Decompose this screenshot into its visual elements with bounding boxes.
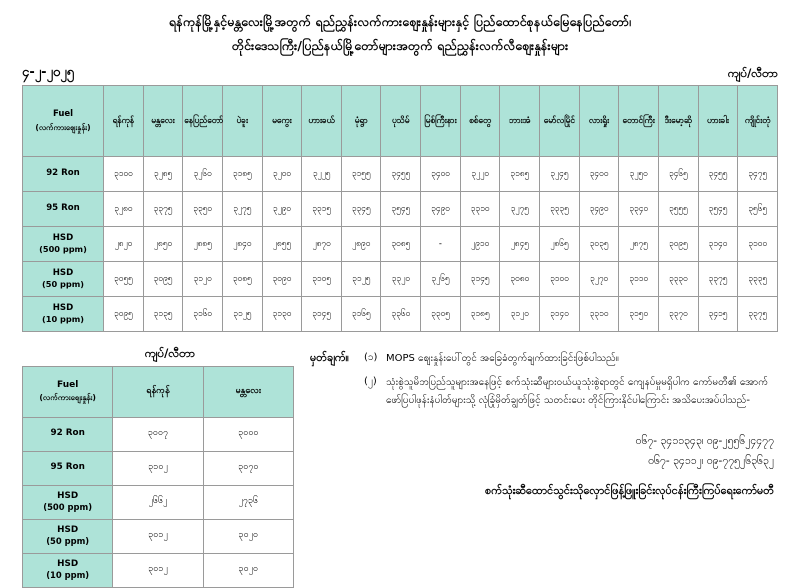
header-line-2: တိုင်းဒေသကြီး/ပြည်နယ်မြို့တော်များအတွက် ရည်ညွှန်းလက်လီဈေးနှုန်းများ: [231, 37, 569, 53]
table-row: [23, 451, 294, 485]
price-cell: ၃၁၄၀: [540, 296, 580, 331]
price-cell: ၂၈၆၅: [540, 226, 580, 261]
price-cell: ၃၂၇၀: [579, 261, 619, 296]
column-header-city: မန္တလေး: [203, 366, 293, 417]
column-header-city: ဘားအံ: [500, 85, 540, 156]
row-label-text: 95 Ron: [46, 203, 80, 214]
retail-price-table: [22, 366, 294, 588]
column-header-city: မြစ်ကြီးနား: [421, 85, 461, 156]
row-label-subtext: (10 ppm): [46, 570, 90, 581]
price-cell: ၃၃၃၅: [540, 191, 580, 226]
price-cell: ၃၀၇၀: [203, 451, 293, 485]
price-cell: ၃၀၉၅: [658, 226, 698, 261]
price-cell: ၃၃၂၀: [381, 261, 421, 296]
wholesale-price-table: [22, 85, 778, 332]
price-cell: ၃၁၀၀: [540, 261, 580, 296]
table-row: [23, 519, 294, 553]
row-label-fuel: [23, 156, 104, 191]
price-cell: ၃၂၇၅: [500, 191, 540, 226]
row-label-subtext: (50 ppm): [42, 278, 84, 289]
price-cell: ၃၂၈၀: [104, 191, 144, 226]
price-cell: ၃၁၂၀: [500, 296, 540, 331]
price-cell: -: [421, 226, 461, 261]
column-header-fuel: [23, 85, 104, 156]
price-cell: ၃၀၅၅: [104, 261, 144, 296]
row-label-text: 92 Ron: [46, 168, 80, 179]
row-label-fuel: [23, 485, 113, 519]
header-line-1: ရန်ကုန်မြို့နှင့်မန္တလေးမြို့အတွက် ရည်ညွှန်းလက်ကားဈေးနှုန်းများနှင့် ပြည်ထောင်စုနယ်မြေနေပြည်တော်၊: [168, 14, 632, 29]
price-cell: ၃၁၁၀: [619, 261, 659, 296]
price-cell: ၃၀၉၅: [143, 261, 183, 296]
row-label-subtext: (50 ppm): [46, 536, 90, 547]
price-cell: ၂၇၃၆: [203, 485, 293, 519]
note-item: [364, 374, 778, 409]
contact-phone-list: [310, 432, 778, 472]
column-header-city: မုံရွာ: [341, 85, 381, 156]
price-cell: ၃၁၄၀: [698, 226, 738, 261]
price-cell: ၂၉၁၀: [460, 226, 500, 261]
column-header-city: ရန်ကုန်: [104, 85, 144, 156]
column-header-city: ကျိုင်းတုံ: [738, 85, 778, 156]
price-cell: ၃၁၈၅: [222, 156, 262, 191]
price-cell: ၃၂၂၅: [302, 156, 342, 191]
column-header-city: ပဲခူး: [222, 85, 262, 156]
column-header-city: ရန်ကုန်: [113, 366, 203, 417]
notes-block: [310, 350, 778, 417]
column-header-city: ဒီးမော့ဆို: [658, 85, 698, 156]
price-cell: ၃၃၃၀: [658, 261, 698, 296]
price-cell: ၂၈၅၀: [143, 226, 183, 261]
price-cell: ၂၈၅၅: [262, 226, 302, 261]
unit-label-small: ကျပ်/လီတာ: [144, 345, 196, 360]
price-cell: ၃၃၄၅: [341, 191, 381, 226]
column-header-city: ဟားခယ်: [302, 85, 342, 156]
column-header-city: မော်လမြိုင်: [540, 85, 580, 156]
price-cell: ၃၁၀၀: [738, 226, 778, 261]
price-cell: ၃၀၂၀: [203, 553, 293, 587]
column-header-city: စစ်တွေ: [460, 85, 500, 156]
price-cell: ၃၂၇၅: [222, 191, 262, 226]
price-cell: ၃၃၃၅: [738, 261, 778, 296]
price-cell: ၃၄၁၅: [698, 296, 738, 331]
table-row: [23, 553, 294, 587]
price-cell: ၃၂၈၅: [143, 156, 183, 191]
price-cell: ၃၁၃၀: [262, 296, 302, 331]
row-label-subtext: (500 ppm): [43, 502, 93, 513]
row-label-text: HSD: [52, 268, 74, 278]
price-cell: ၃၁၅၅: [341, 156, 381, 191]
row-label-fuel: [23, 451, 113, 485]
row-label-text: HSD: [57, 524, 79, 535]
contact-phone-line: ၀၆၇- ၃၄၁၁၂၊ ၀၉-၇၇၅၂၆၃၆၃၂: [648, 454, 774, 467]
column-header-city: တောင်ကြီး: [619, 85, 659, 156]
price-cell: ၃၀၁၂: [113, 519, 203, 553]
table-row: [23, 417, 294, 451]
fuel-header-subtitle: (လက်ကားဈေးနှုန်း): [39, 393, 96, 403]
price-cell: ၃၄၉၀: [579, 191, 619, 226]
column-header-city: လားရှိုး: [579, 85, 619, 156]
price-cell: ၃၅၆၅: [738, 191, 778, 226]
price-cell: ၂၈၄၅: [500, 226, 540, 261]
price-cell: ၃၃၁၅: [302, 191, 342, 226]
table-row: [23, 156, 778, 191]
price-cell: ၃၀၀၀: [203, 417, 293, 451]
price-cell: ၃၁၄၅: [302, 296, 342, 331]
price-cell: ၃၀၃၅: [579, 226, 619, 261]
main-table-head: [23, 85, 778, 156]
price-cell: ၃၄၅၅: [698, 156, 738, 191]
price-cell: ၃၃၇၅: [738, 296, 778, 331]
column-header-city: ဟားခါး: [698, 85, 738, 156]
price-cell: ၃၀၈၀: [500, 261, 540, 296]
price-cell: ၃၁၃၅: [143, 296, 183, 331]
price-cell: ၃၀၀၇: [113, 417, 203, 451]
price-cell: ၃၁၆၀: [183, 296, 223, 331]
price-cell: ၃၁၅၀: [619, 296, 659, 331]
price-cell: ၃၂၆၀: [183, 156, 223, 191]
column-header-city: နေပြည်တော်: [183, 85, 223, 156]
contact-phone-line: ၀၆၇- ၃၄၁၁၃၄၃၊ ၀၉-၂၅၅၆၂၄၄၇၇: [635, 435, 774, 447]
row-label-subtext: (10 ppm): [42, 313, 84, 324]
table-header-row: [23, 85, 778, 156]
price-cell: ၃၁၀၂: [113, 451, 203, 485]
row-label-text: HSD: [57, 490, 79, 501]
price-cell: ၂၈၉၀: [341, 226, 381, 261]
unit-label-main: ကျပ်/လီတာ: [727, 65, 778, 80]
lower-section: [0, 332, 800, 588]
price-cell: ၃၃၆၀: [381, 296, 421, 331]
main-table-wrapper: [0, 85, 800, 332]
row-label-text: HSD: [52, 303, 74, 313]
price-cell: ၃၅၅၅: [658, 191, 698, 226]
date-unit-row: [0, 58, 800, 85]
price-cell: ၃၃၇၅: [698, 261, 738, 296]
small-table-body: [23, 417, 294, 587]
column-header-fuel: [23, 366, 113, 417]
row-label-fuel: [23, 191, 104, 226]
row-label-fuel: [23, 519, 113, 553]
row-label-text: HSD: [52, 233, 74, 243]
note-text: သုံးစွဲသူမိဘပြည်သူများအနေဖြင့် စက်သုံးဆီများဝယ်ယူသုံးစွဲရာတွင် ကျေနပ်မှုမရှိပါက ကော်မတီ၏ အောက်ဖော်ပြပါဖုန်းနံပါတ်များသို့ လုံခြုံမှိတ်ချွတ်ဖြင့် သတင်းပေး တိုင်ကြားနိုင်ပါကြောင်း အသိပေးအပ်ပါသည်-: [386, 377, 769, 406]
table-row: [23, 296, 778, 331]
table-row: [23, 485, 294, 519]
row-label-fuel: [23, 296, 104, 331]
price-cell: ၃၄၇၅: [738, 156, 778, 191]
price-cell: ၃၂၄၅: [540, 156, 580, 191]
price-cell: ၂၈၈၅: [183, 226, 223, 261]
row-label-fuel: [23, 226, 104, 261]
price-cell: ၃၁၂၀: [183, 261, 223, 296]
price-cell: ၃၀၈၅: [222, 261, 262, 296]
table-row: [23, 226, 778, 261]
row-label-subtext: (500 ppm): [39, 243, 87, 254]
fuel-header-title: Fuel: [57, 379, 79, 390]
column-header-city: မကွေး: [262, 85, 302, 156]
price-cell: ၃၃၇၅: [143, 191, 183, 226]
retail-table-section: [22, 346, 294, 588]
price-cell: ၂၈၇၀: [302, 226, 342, 261]
fuel-header-title: Fuel: [52, 108, 74, 119]
price-cell: ၂၈၇၅: [619, 226, 659, 261]
small-table-head: [23, 366, 294, 417]
price-cell: ၃၁၂၅: [341, 261, 381, 296]
price-cell: ၃၂၂၀: [460, 156, 500, 191]
price-cell: ၃၁၈၅: [460, 296, 500, 331]
price-cell: ၃၀၉၅: [104, 296, 144, 331]
row-label-fuel: [23, 261, 104, 296]
notes-label: မှတ်ချက်။: [310, 350, 350, 364]
main-table-body: [23, 156, 778, 331]
price-cell: ၃၃၁၀: [579, 296, 619, 331]
issuing-authority: စက်သုံးဆီထောင်သွင်းသိုလှောင်ဖြန့်ဖြူးခြင်းလုပ်ငန်းကြီးကြပ်ရေးကော်မတီ: [485, 483, 774, 497]
table-row: [23, 261, 778, 296]
price-cell: ၃၀၂၀: [203, 519, 293, 553]
price-cell: ၃၃၇၀: [658, 296, 698, 331]
column-header-city: မန္တလေး: [143, 85, 183, 156]
row-label-fuel: [23, 553, 113, 587]
page-header: [0, 0, 800, 58]
price-cell: ၃၄၆၅: [658, 156, 698, 191]
notes-section: [310, 346, 778, 588]
column-header-city: ပုသိမ်: [381, 85, 421, 156]
price-cell: ၂၆၆၂: [113, 485, 203, 519]
price-cell: ၃၄၅၅: [381, 156, 421, 191]
note-number: (၁): [364, 351, 378, 363]
price-cell: ၃၀၁၂: [113, 553, 203, 587]
price-cell: ၃၅၄၅: [381, 191, 421, 226]
price-cell: ၃၃၀၅: [421, 296, 461, 331]
price-cell: ၃၄၀၀: [421, 156, 461, 191]
price-cell: ၃၁၆၅: [341, 296, 381, 331]
note-text: MOPS ဈေးနှုန်းပေါ်တွင် အခြေခံတွက်ချက်ထားခြင်းဖြစ်ပါသည်။: [386, 352, 619, 364]
price-cell: ၃၃၁၀: [460, 191, 500, 226]
price-cell: ၃၅၄၅: [698, 191, 738, 226]
price-cell: ၂၈၄၀: [222, 226, 262, 261]
price-cell: ၃၀၉၀: [262, 261, 302, 296]
price-cell: ၃၂၀၀: [262, 156, 302, 191]
price-cell: ၃၃၄၀: [619, 191, 659, 226]
price-cell: ၃၂၉၀: [262, 191, 302, 226]
row-label-text: 95 Ron: [50, 462, 85, 473]
price-cell: ၂၈၂၀: [104, 226, 144, 261]
table-row: [23, 191, 778, 226]
publication-date: ၄-၂-၂၀၂၅: [22, 64, 74, 80]
price-cell: ၃၁၄၅: [460, 261, 500, 296]
price-cell: ၃၁၀၅: [302, 261, 342, 296]
fuel-header-subtitle: (လက်ကားဈေးနှုန်း): [35, 122, 91, 132]
row-label-fuel: [23, 417, 113, 451]
price-cell: ၃၃၅၀: [183, 191, 223, 226]
table-header-row: [23, 366, 294, 417]
price-cell: ၃၄၀၀: [579, 156, 619, 191]
price-cell: ၃၁၈၅: [500, 156, 540, 191]
notes-list: [364, 350, 778, 417]
note-item: [364, 350, 778, 368]
price-cell: ၃၂၆၅: [421, 261, 461, 296]
row-label-text: HSD: [57, 558, 79, 569]
price-cell: ၃၁၂၅: [222, 296, 262, 331]
price-cell: ၃၄၉၀: [421, 191, 461, 226]
note-number: (၂): [364, 376, 377, 387]
row-label-text: 92 Ron: [50, 428, 85, 439]
price-cell: ၃၂၅၀: [619, 156, 659, 191]
price-cell: ၃၁၀၀: [104, 156, 144, 191]
price-cell: ၃၀၈၅: [381, 226, 421, 261]
